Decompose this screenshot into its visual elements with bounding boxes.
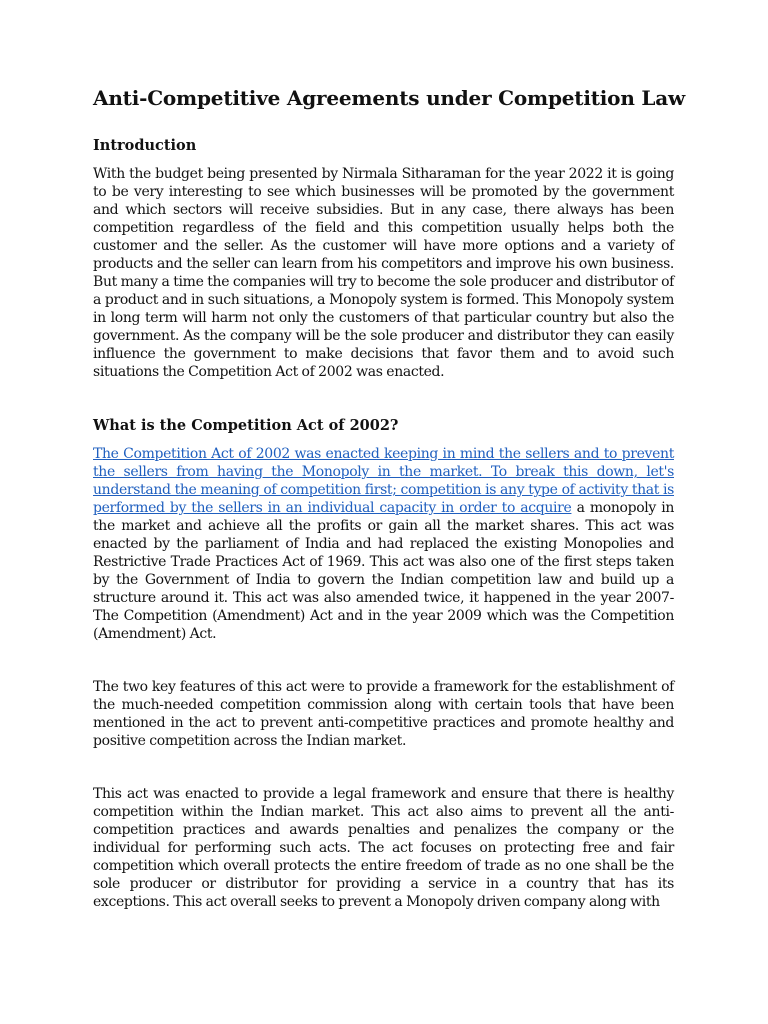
introduction-heading: Introduction [93, 137, 197, 154]
document-page [93, 84, 686, 911]
act-purpose-paragraph: This act was enacted to provide a legal framework and ensure that there is healthy competition within the Indian market. This act also aims to prevent all the anti-competition practices and awards penalties and penalizes the company or the individual for performing such acts. The act focuses on protecting free and fair competition which overall protects the entire freedom of trade as no one shall be the sole producer or distributor for providing a service in a country that has its exceptions. This act overall seeks to prevent a Monopoly driven company along with [93, 786, 674, 910]
key-features-paragraph: The two key features of this act were to provide a framework for the establishment of the much-needed competition commission along with certain tools that have been mentioned in the act to prevent anti-competitive practices and promote healthy and positive competition across the Indian market. [93, 679, 674, 749]
competition-act-link[interactable]: The Competition Act of 2002 was enacted keeping in mind the sellers and to prevent the sellers from having the Monopoly in the market. To break this down, let's understand the meaning of competition first; competition is any type of activity that is performed by the sellers in an individual capacity in order to acquire [93, 446, 674, 516]
competition-act-paragraph-text: a monopoly in the market and achieve all the profits or gain all the market shares. This act was enacted by the parliament of India and had replaced the existing Monopolies and Restrictive Trade Practices Act of 1969. This act was also one of the first steps taken by the Government of India to govern the Indian competition law and build up a structure around it. This act was also amended twice, it happened in the year 2007- The Competition (Amendment) Act and in the year 2009 which was the Competition (Amendment) Act. [93, 500, 674, 642]
competition-act-heading: What is the Competition Act of 2002? [93, 417, 399, 434]
competition-act-paragraph [93, 445, 674, 643]
introduction-paragraph: With the budget being presented by Nirmala Sitharaman for the year 2022 it is going to be very interesting to see which businesses will be promoted by the government and which sectors will receive subsidies. But in any case, there always has been competition regardless of the field and this competition usually helps both the customer and the seller. As the customer will have more options and a variety of products and the seller can learn from his competitors and improve his own business. But many a time the companies will try to become the sole producer and distributor of a product and in such situations, a Monopoly system is formed. This Monopoly system in long term will harm not only the customers of that particular country but also the government. As the company will be the sole producer and distributor they can easily influence the government to make decisions that favor them and to avoid such situations the Competition Act of 2002 was enacted. [93, 166, 674, 380]
document-title: Anti-Competitive Agreements under Competition Law [93, 86, 686, 110]
